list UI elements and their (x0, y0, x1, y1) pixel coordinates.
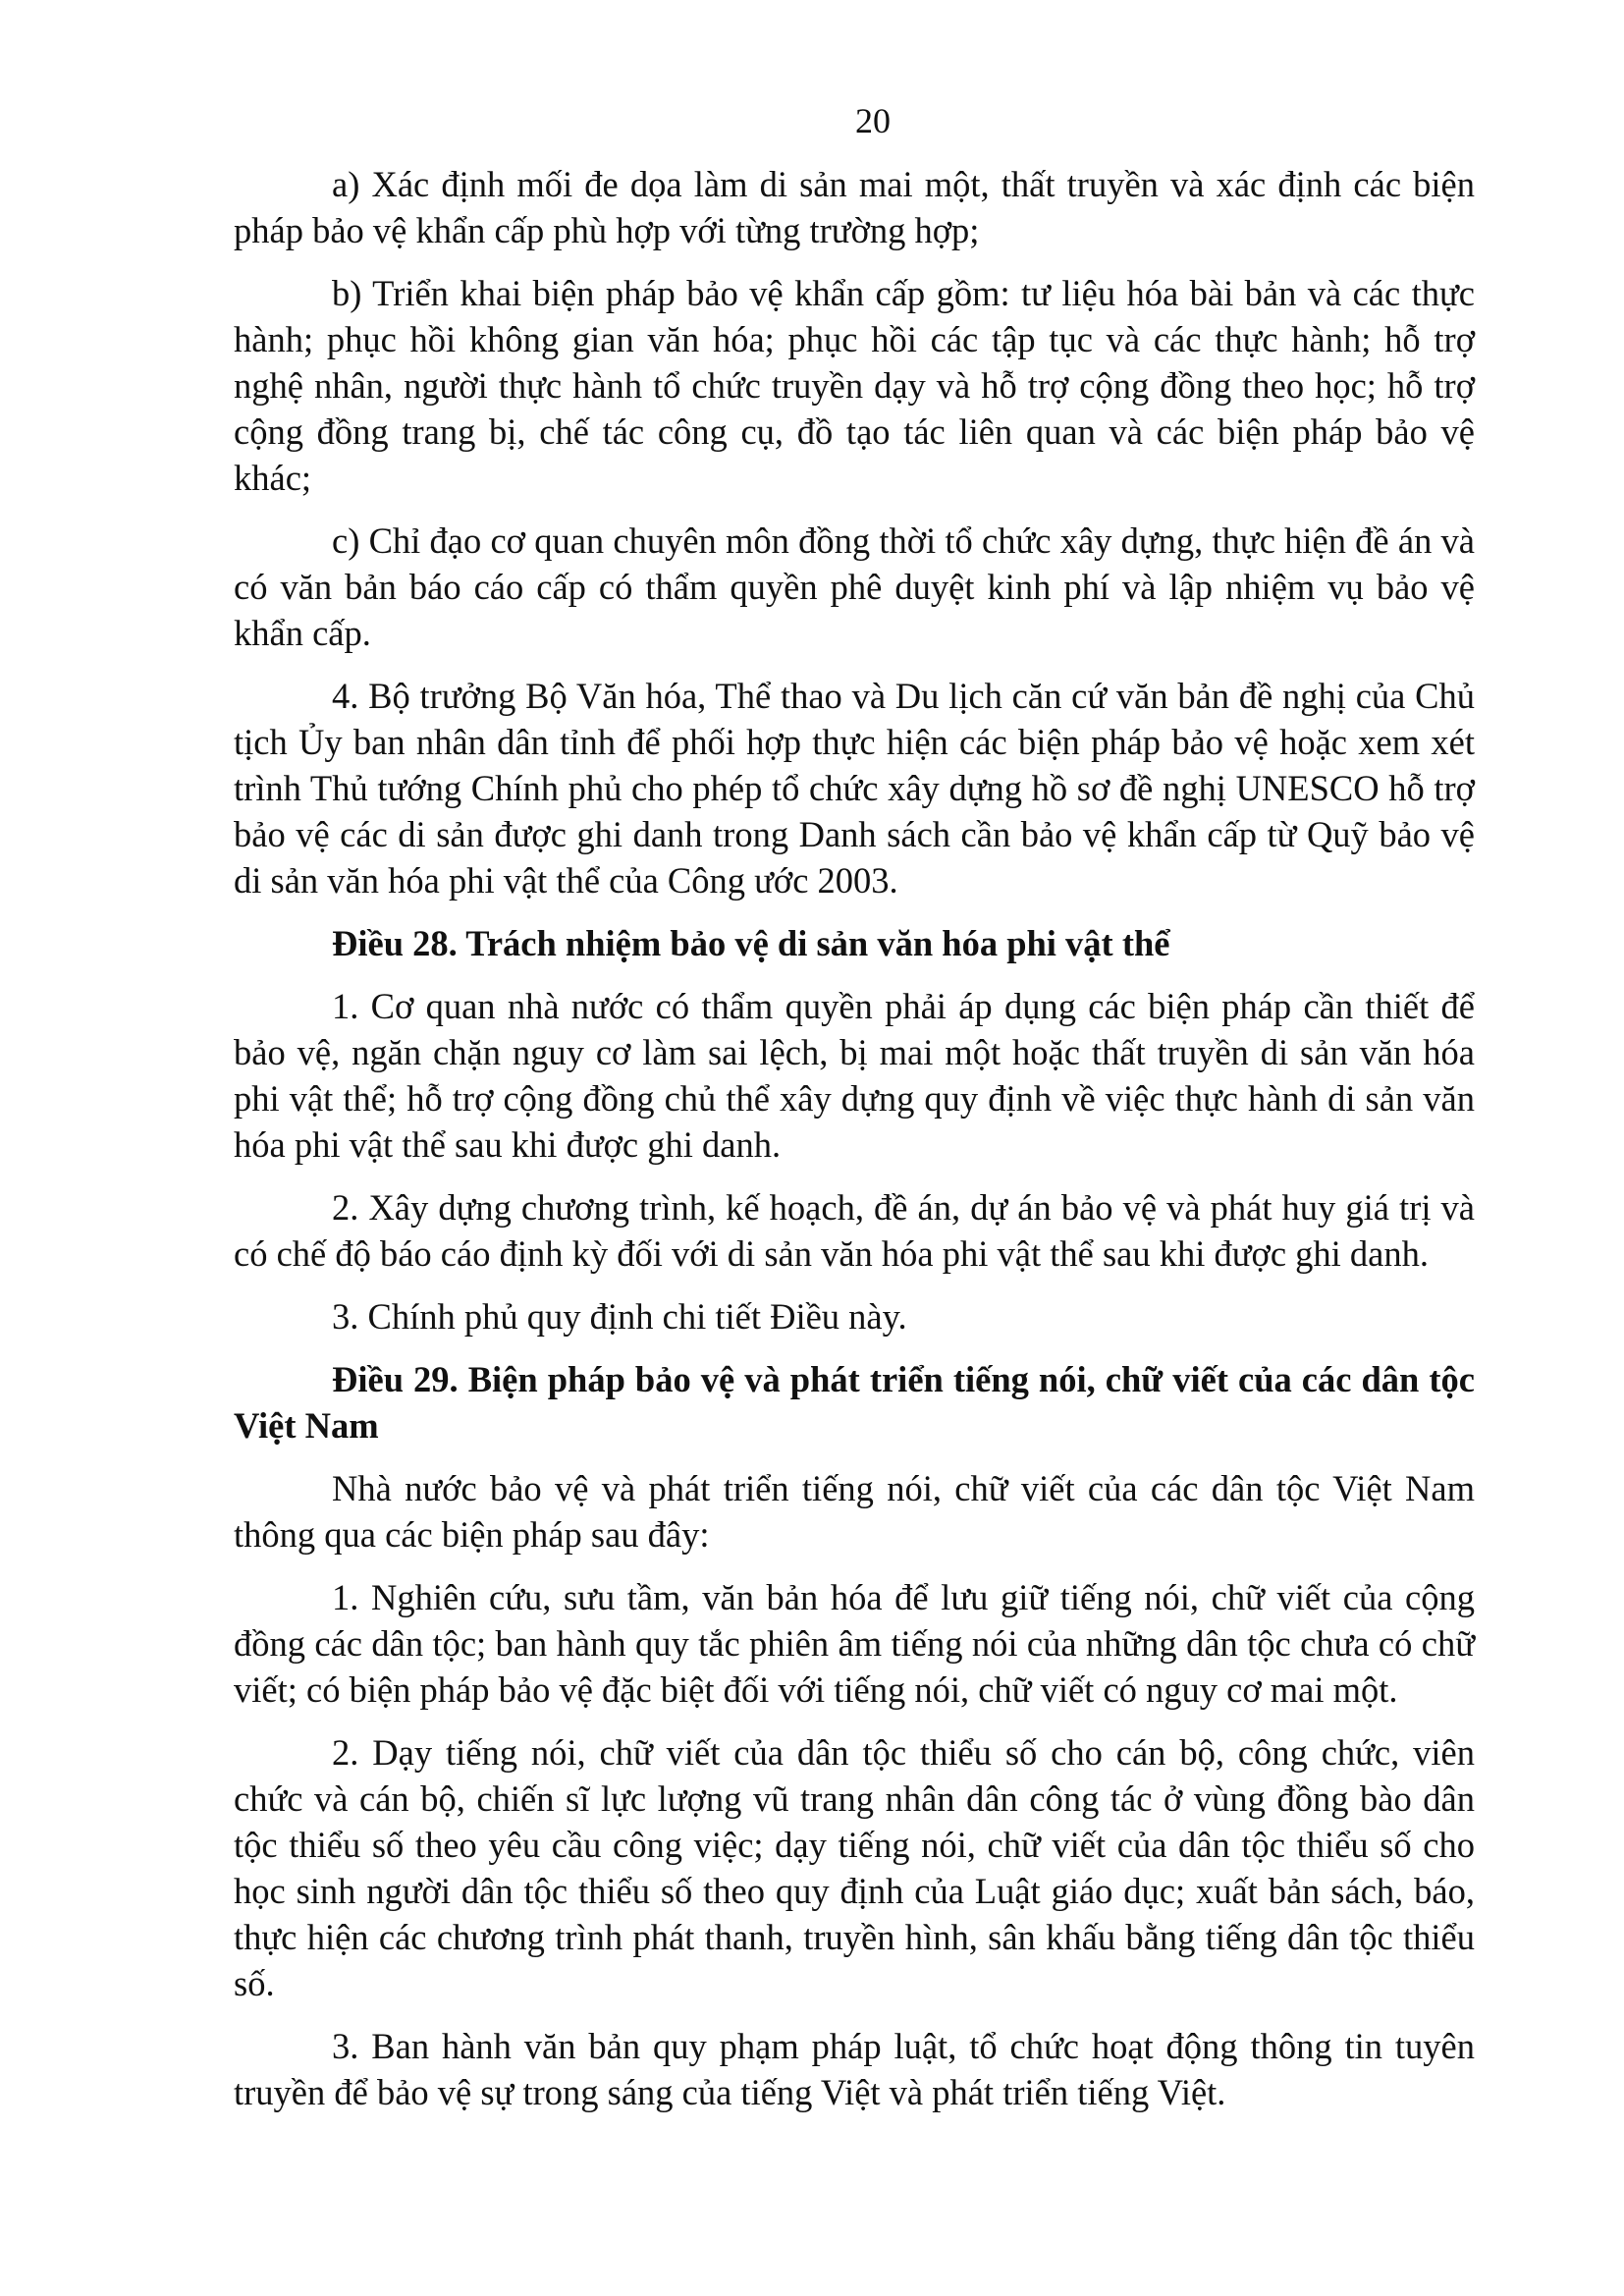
paragraph-3a: a) Xác định mối đe dọa làm di sản mai một, thất truyền và xác định các biện pháp bảo vệ khẩn cấp phù hợp với từng trường hợp; (234, 164, 1475, 250)
paragraph-4: 4. Bộ trưởng Bộ Văn hóa, Thể thao và Du lịch căn cứ văn bản đề nghị của Chủ tịch Ủy ban nhân dân tỉnh để phối hợp thực hiện các biện pháp bảo vệ hoặc xem xét trình Thủ tướng Chính phủ cho phép tổ chức xây dựng hồ sơ đề nghị UNESCO hỗ trợ bảo vệ các di sản được ghi danh trong Danh sách cần bảo vệ khẩn cấp từ Quỹ bảo vệ di sản văn hóa phi vật thể của Công ước 2003. (234, 676, 1475, 901)
article-29-clause-3: 3. Ban hành văn bản quy phạm pháp luật, tổ chức hoạt động thông tin tuyên truyền để bảo vệ sự trong sáng của tiếng Việt và phát triển tiếng Việt. (234, 2026, 1475, 2112)
article-28-clause-2: 2. Xây dựng chương trình, kế hoạch, đề án, dự án bảo vệ và phát huy giá trị và có chế độ báo cáo định kỳ đối với di sản văn hóa phi vật thể sau khi được ghi danh. (234, 1187, 1475, 1274)
article-29-heading: Điều 29. Biện pháp bảo vệ và phát triển tiếng nói, chữ viết của các dân tộc Việt Nam (234, 1359, 1475, 1446)
article-28-heading: Điều 28. Trách nhiệm bảo vệ di sản văn hóa phi vật thể (332, 923, 1170, 963)
article-29-clause-1: 1. Nghiên cứu, sưu tầm, văn bản hóa để lưu giữ tiếng nói, chữ viết của cộng đồng các dân tộc; ban hành quy tắc phiên âm tiếng nói của những dân tộc chưa có chữ viết; có biện pháp bảo vệ đặc biệt đối với tiếng nói, chữ viết có nguy cơ mai một. (234, 1577, 1475, 1710)
article-28-clause-1: 1. Cơ quan nhà nước có thẩm quyền phải áp dụng các biện pháp cần thiết để bảo vệ, ngăn chặn nguy cơ làm sai lệch, bị mai một hoặc thất truyền di sản văn hóa phi vật thể; hỗ trợ cộng đồng chủ thể xây dựng quy định về việc thực hành di sản văn hóa phi vật thể sau khi được ghi danh. (234, 986, 1475, 1165)
article-29-clause-2: 2. Dạy tiếng nói, chữ viết của dân tộc thiểu số cho cán bộ, công chức, viên chức và cán bộ, chiến sĩ lực lượng vũ trang nhân dân công tác ở vùng đồng bào dân tộc thiểu số theo yêu cầu công việc; dạy tiếng nói, chữ viết của dân tộc thiểu số cho học sinh người dân tộc thiểu số theo quy định của Luật giáo dục; xuất bản sách, báo, thực hiện các chương trình phát thanh, truyền hình, sân khấu bằng tiếng dân tộc thiểu số. (234, 1732, 1475, 2003)
article-28-clause-3: 3. Chính phủ quy định chi tiết Điều này. (332, 1296, 907, 1337)
article-29-intro: Nhà nước bảo vệ và phát triển tiếng nói, chữ viết của các dân tộc Việt Nam thông qua các biện pháp sau đây: (234, 1468, 1475, 1555)
paragraph-3b: b) Triển khai biện pháp bảo vệ khẩn cấp gồm: tư liệu hóa bài bản và các thực hành; phục hồi không gian văn hóa; phục hồi các tập tục và các thực hành; hỗ trợ nghệ nhân, người thực hành tổ chức truyền dạy và hỗ trợ cộng đồng theo học; hỗ trợ cộng đồng trang bị, chế tác công cụ, đồ tạo tác liên quan và các biện pháp bảo vệ khác; (234, 273, 1475, 498)
page-number: 20 (855, 101, 891, 140)
paragraph-3c: c) Chỉ đạo cơ quan chuyên môn đồng thời tổ chức xây dựng, thực hiện đề án và có văn bản báo cáo cấp có thẩm quyền phê duyệt kinh phí và lập nhiệm vụ bảo vệ khẩn cấp. (234, 520, 1475, 653)
document-body (234, 161, 1475, 2115)
